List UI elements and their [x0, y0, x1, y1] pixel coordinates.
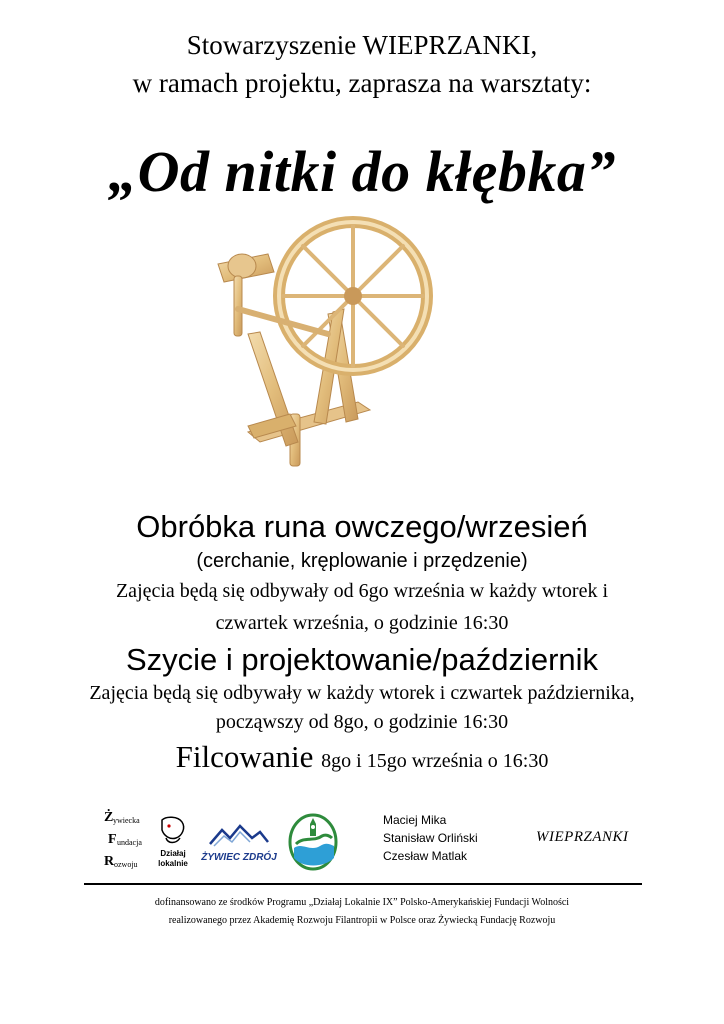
event-title: „Od nitki do kłębka” — [108, 139, 616, 204]
zfr-word-3: ozwoju — [114, 860, 138, 869]
zfr-word-1: ywiecka — [113, 816, 140, 825]
zywiec-zdroj-logo — [201, 820, 277, 866]
workshop-2-details-line-2: począwszy od 8go, o godzinie 16:30 — [215, 711, 509, 733]
workshop-2-heading: Szycie i projektowanie/październik — [125, 642, 599, 677]
zfr-letter-r: R — [104, 854, 115, 869]
dzialaj-lokalnie-logo — [156, 816, 190, 872]
workshop-3-heading: Filcowanie — [175, 739, 314, 774]
workshop-1-details-line-1: Zajęcia będą się odbywały od 6go września w każdy wtorek i — [115, 580, 609, 602]
intro-line-2: w ramach projektu, zaprasza na warsztaty: — [132, 68, 592, 98]
zywiecka-fundacja-rozwoju-logo — [102, 810, 142, 880]
footer-line-2: realizowanego przez Akademię Rozwoju Filantropii w Polsce oraz Żywiecką Fundację Rozwoju — [168, 915, 556, 926]
organizer-name: Stanisław Orliński — [383, 831, 478, 845]
workshop-1-subtitle: (cerchanie, kręplowanie i przędzenie) — [196, 550, 528, 572]
workshop-2-details-line-1: Zajęcia będą się odbywały w każdy wtorek i czwartek października, — [89, 682, 635, 704]
footer-line-1: dofinansowano ze środków Programu „Działaj Lokalnie IX” Polsko-Amerykańskiej Fundacji Wolności — [154, 897, 570, 908]
dl-word-2: lokalnie — [158, 859, 188, 868]
intro-line-1: Stowarzyszenie WIEPRZANKI, — [186, 30, 538, 60]
wieprzanki-signature: WIEPRZANKI — [536, 829, 629, 845]
organizer-name: Maciej Mika — [383, 813, 447, 827]
zywiec-zdroj-text: ŻYWIEC ZDRÓJ — [201, 852, 277, 863]
community-circle-logo — [288, 812, 338, 870]
organizers-list — [383, 811, 478, 865]
workshop-3 — [0, 739, 724, 775]
organizer-name: Czesław Matlak — [383, 849, 468, 863]
footer-divider — [84, 883, 642, 885]
zfr-letter-f: F — [108, 832, 117, 847]
zfr-letter-z: Ż — [104, 810, 114, 825]
spinning-wheel-icon — [208, 214, 458, 470]
workshop-1-heading: Obróbka runa owczego/wrzesień — [136, 509, 588, 544]
zfr-word-2: undacja — [117, 838, 142, 847]
dl-word-1: Działaj — [160, 849, 186, 858]
workshop-3-details: 8go i 15go września o 16:30 — [321, 750, 549, 772]
workshop-1-details-line-2: czwartek września, o godzinie 16:30 — [215, 612, 509, 634]
